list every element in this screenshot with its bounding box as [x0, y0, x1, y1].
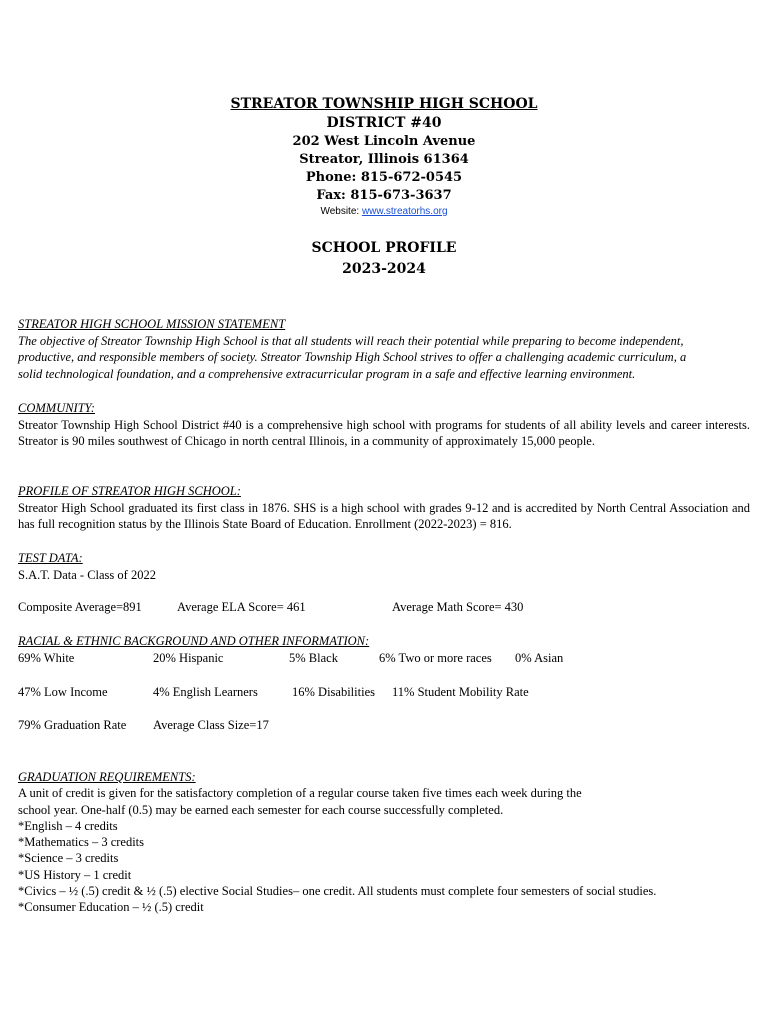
school-header	[0, 95, 768, 219]
demographics-section	[18, 633, 750, 650]
website-line	[0, 205, 768, 219]
ela-score: Average ELA Score= 461	[177, 600, 306, 614]
district-number: DISTRICT #40	[326, 115, 442, 131]
profile-title-block	[0, 238, 768, 280]
stat-white: 69% White	[18, 651, 75, 665]
req-us-history: *US History – 1 credit	[18, 867, 132, 882]
profile-title: SCHOOL PROFILE	[311, 240, 457, 256]
graduation-intro-2: school year. One-half (0.5) may be earned each semester for each course successfully completed.	[18, 802, 504, 817]
demographics-heading: RACIAL & ETHNIC BACKGROUND AND OTHER INFORMATION:	[18, 634, 370, 648]
stat-english-learners: 4% English Learners	[153, 685, 258, 699]
fax-number: Fax: 815-673-3637	[316, 188, 452, 203]
phone-number: Phone: 815-672-0545	[305, 170, 463, 185]
mission-line-2: productive, and responsible members of society. Streator Township High School strives to offer a challenging academic curriculum, a	[18, 350, 687, 364]
mission-line-1: The objective of Streator Township High School is that all students will reach their potential while preparing to become independent,	[18, 333, 684, 348]
req-civics: *Civics – ½ (.5) credit & ½ (.5) elective Social Studies– one credit. All students must complete four semesters of social studies.	[18, 884, 657, 899]
website-link[interactable]: www.streatorhs.org	[361, 206, 448, 217]
mission-line-3: solid technological foundation, and a comprehensive extracurricular program in a safe and effective learning environment.	[18, 366, 636, 381]
community-heading: COMMUNITY:	[18, 401, 95, 415]
stat-two-or-more: 6% Two or more races	[379, 651, 492, 665]
community-section	[18, 400, 750, 450]
math-score: Average Math Score= 430	[392, 600, 524, 614]
profile-shs-section	[18, 483, 750, 533]
req-english: *English – 4 credits	[18, 818, 118, 833]
stat-class-size: Average Class Size=17	[153, 718, 269, 732]
test-data-section	[18, 550, 750, 583]
stat-graduation-rate: 79% Graduation Rate	[18, 718, 127, 732]
profile-shs-heading: PROFILE OF STREATOR HIGH SCHOOL:	[18, 484, 241, 498]
req-mathematics: *Mathematics – 3 credits	[18, 835, 145, 850]
req-consumer-education: *Consumer Education – ½ (.5) credit	[18, 900, 204, 915]
stat-asian: 0% Asian	[515, 651, 564, 665]
stat-disabilities: 16% Disabilities	[292, 685, 375, 699]
graduation-section	[18, 769, 750, 916]
mission-heading: STREATOR HIGH SCHOOL MISSION STATEMENT	[18, 317, 286, 331]
composite-average: Composite Average=891	[18, 600, 142, 614]
city-state-zip: Streator, Illinois 61364	[299, 152, 469, 167]
stat-hispanic: 20% Hispanic	[153, 651, 224, 665]
test-data-heading: TEST DATA:	[18, 551, 83, 565]
street-address: 202 West Lincoln Avenue	[292, 134, 476, 149]
graduation-heading: GRADUATION REQUIREMENTS:	[18, 770, 196, 784]
stat-black: 5% Black	[289, 651, 338, 665]
mission-section	[18, 316, 750, 382]
stat-mobility-rate: 11% Student Mobility Rate	[392, 685, 529, 699]
graduation-intro-1: A unit of credit is given for the satisfactory completion of a regular course taken five times each week during the	[18, 786, 582, 801]
req-science: *Science – 3 credits	[18, 851, 119, 866]
profile-year: 2023-2024	[342, 261, 426, 277]
stat-low-income: 47% Low Income	[18, 685, 108, 699]
community-text: Streator Township High School District #40 is a comprehensive high school with programs for students of all ability levels and career interests. Streator is 90 miles southwest of Chicago in north central Illinois, in a community of approximately 15,000 people.	[18, 417, 750, 448]
sat-line: S.A.T. Data - Class of 2022	[18, 567, 156, 582]
profile-shs-text: Streator High School graduated its first class in 1876. SHS is a high school with grades 9-12 and is accredited by North Central Association and has full recognition status by the Illinois State Board of Education. Enrollment (2022-2023) = 816.	[18, 500, 750, 531]
website-label: Website:	[320, 206, 362, 217]
school-name: STREATOR TOWNSHIP HIGH SCHOOL	[230, 96, 538, 112]
